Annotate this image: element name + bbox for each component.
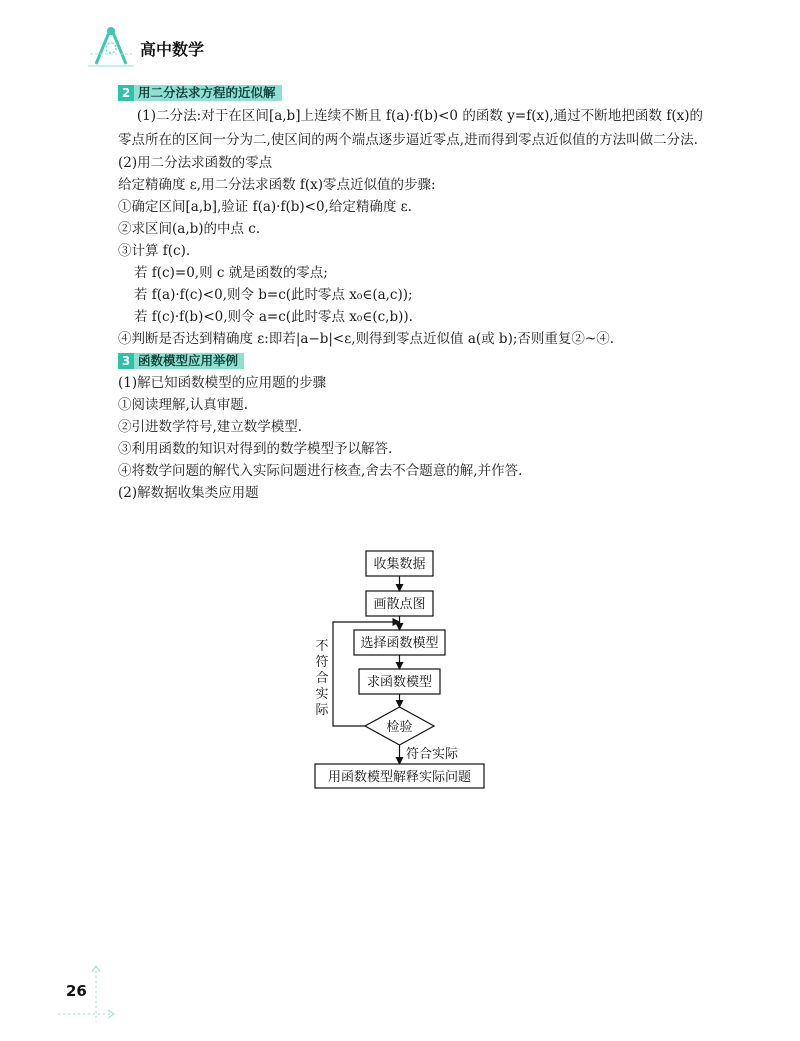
- bisection-step-1: ①确定区间[a,b],验证 f(a)·f(b)<0,给定精确度 ε.: [118, 199, 412, 215]
- bisection-definition: (1)二分法:对于在区间[a,b]上连续不断且 f(a)·f(b)<0 的函数 y=f(x),通过不断地把函数 f(x)的零点所在的区间一分为二,使区间的两个端点逐步逼近零点,进而得到零点近似值的方法叫做二分法.: [118, 108, 703, 148]
- flow-text-check: 检验: [386, 720, 413, 735]
- flow-text-scatter: 画散点图: [373, 597, 426, 612]
- flow-notfit-char-4: 实: [315, 687, 329, 702]
- model-step-2: ②引进数学符号,建立数学模型.: [118, 419, 303, 435]
- bisection-step-3: ③计算 f(c).: [118, 243, 191, 259]
- flow-text-collect: 收集数据: [373, 557, 426, 572]
- page-header-title: 高中数学: [140, 40, 205, 59]
- page-number: 26: [66, 982, 87, 1000]
- bisection-step-4: ④判断是否达到精确度 ε:即若|a−b|<ε,则得到零点近似值 a(或 b);否则重复②~④.: [118, 331, 614, 347]
- model-subheading-2: (2)解数据收集类应用题: [118, 485, 259, 501]
- bisection-subheading: (2)用二分法求函数的零点: [118, 155, 273, 171]
- section-3-number: 3: [118, 353, 134, 369]
- bisection-step-2: ②求区间(a,b)的中点 c.: [118, 221, 261, 237]
- section-3-title: 函数模型应用举例: [134, 353, 244, 369]
- bisection-case-3: 若 f(c)·f(b)<0,则令 a=c(此时零点 x₀∈(c,b)).: [134, 309, 413, 325]
- bisection-case-1: 若 f(c)=0,则 c 就是函数的零点;: [134, 265, 328, 281]
- flow-notfit-char-3: 合: [315, 671, 329, 686]
- flow-text-choose: 选择函数模型: [360, 636, 439, 651]
- model-step-1: ①阅读理解,认真审题.: [118, 397, 249, 413]
- flow-text-solve: 求函数模型: [366, 675, 433, 690]
- bisection-case-2: 若 f(a)·f(c)<0,则令 b=c(此时零点 x₀∈(a,c));: [134, 287, 413, 303]
- model-subheading-1: (1)解已知函数模型的应用题的步骤: [118, 375, 327, 391]
- flow-notfit-char-5: 际: [315, 703, 329, 718]
- model-step-4: ④将数学问题的解代入实际问题进行核查,舍去不合题意的解,并作答.: [118, 463, 523, 479]
- flow-notfit-char-1: 不: [315, 639, 329, 654]
- flow-text-fit: 符合实际: [406, 747, 459, 762]
- bisection-intro: 给定精确度 ε,用二分法求函数 f(x)零点近似值的步骤:: [118, 177, 436, 193]
- section-2-number: 2: [118, 85, 134, 101]
- model-step-3: ③利用函数的知识对得到的数学模型予以解答.: [118, 441, 393, 457]
- flow-notfit-char-2: 符: [315, 655, 329, 670]
- flow-text-explain: 用函数模型解释实际问题: [327, 770, 472, 785]
- section-2-title: 用二分法求方程的近似解: [134, 85, 282, 101]
